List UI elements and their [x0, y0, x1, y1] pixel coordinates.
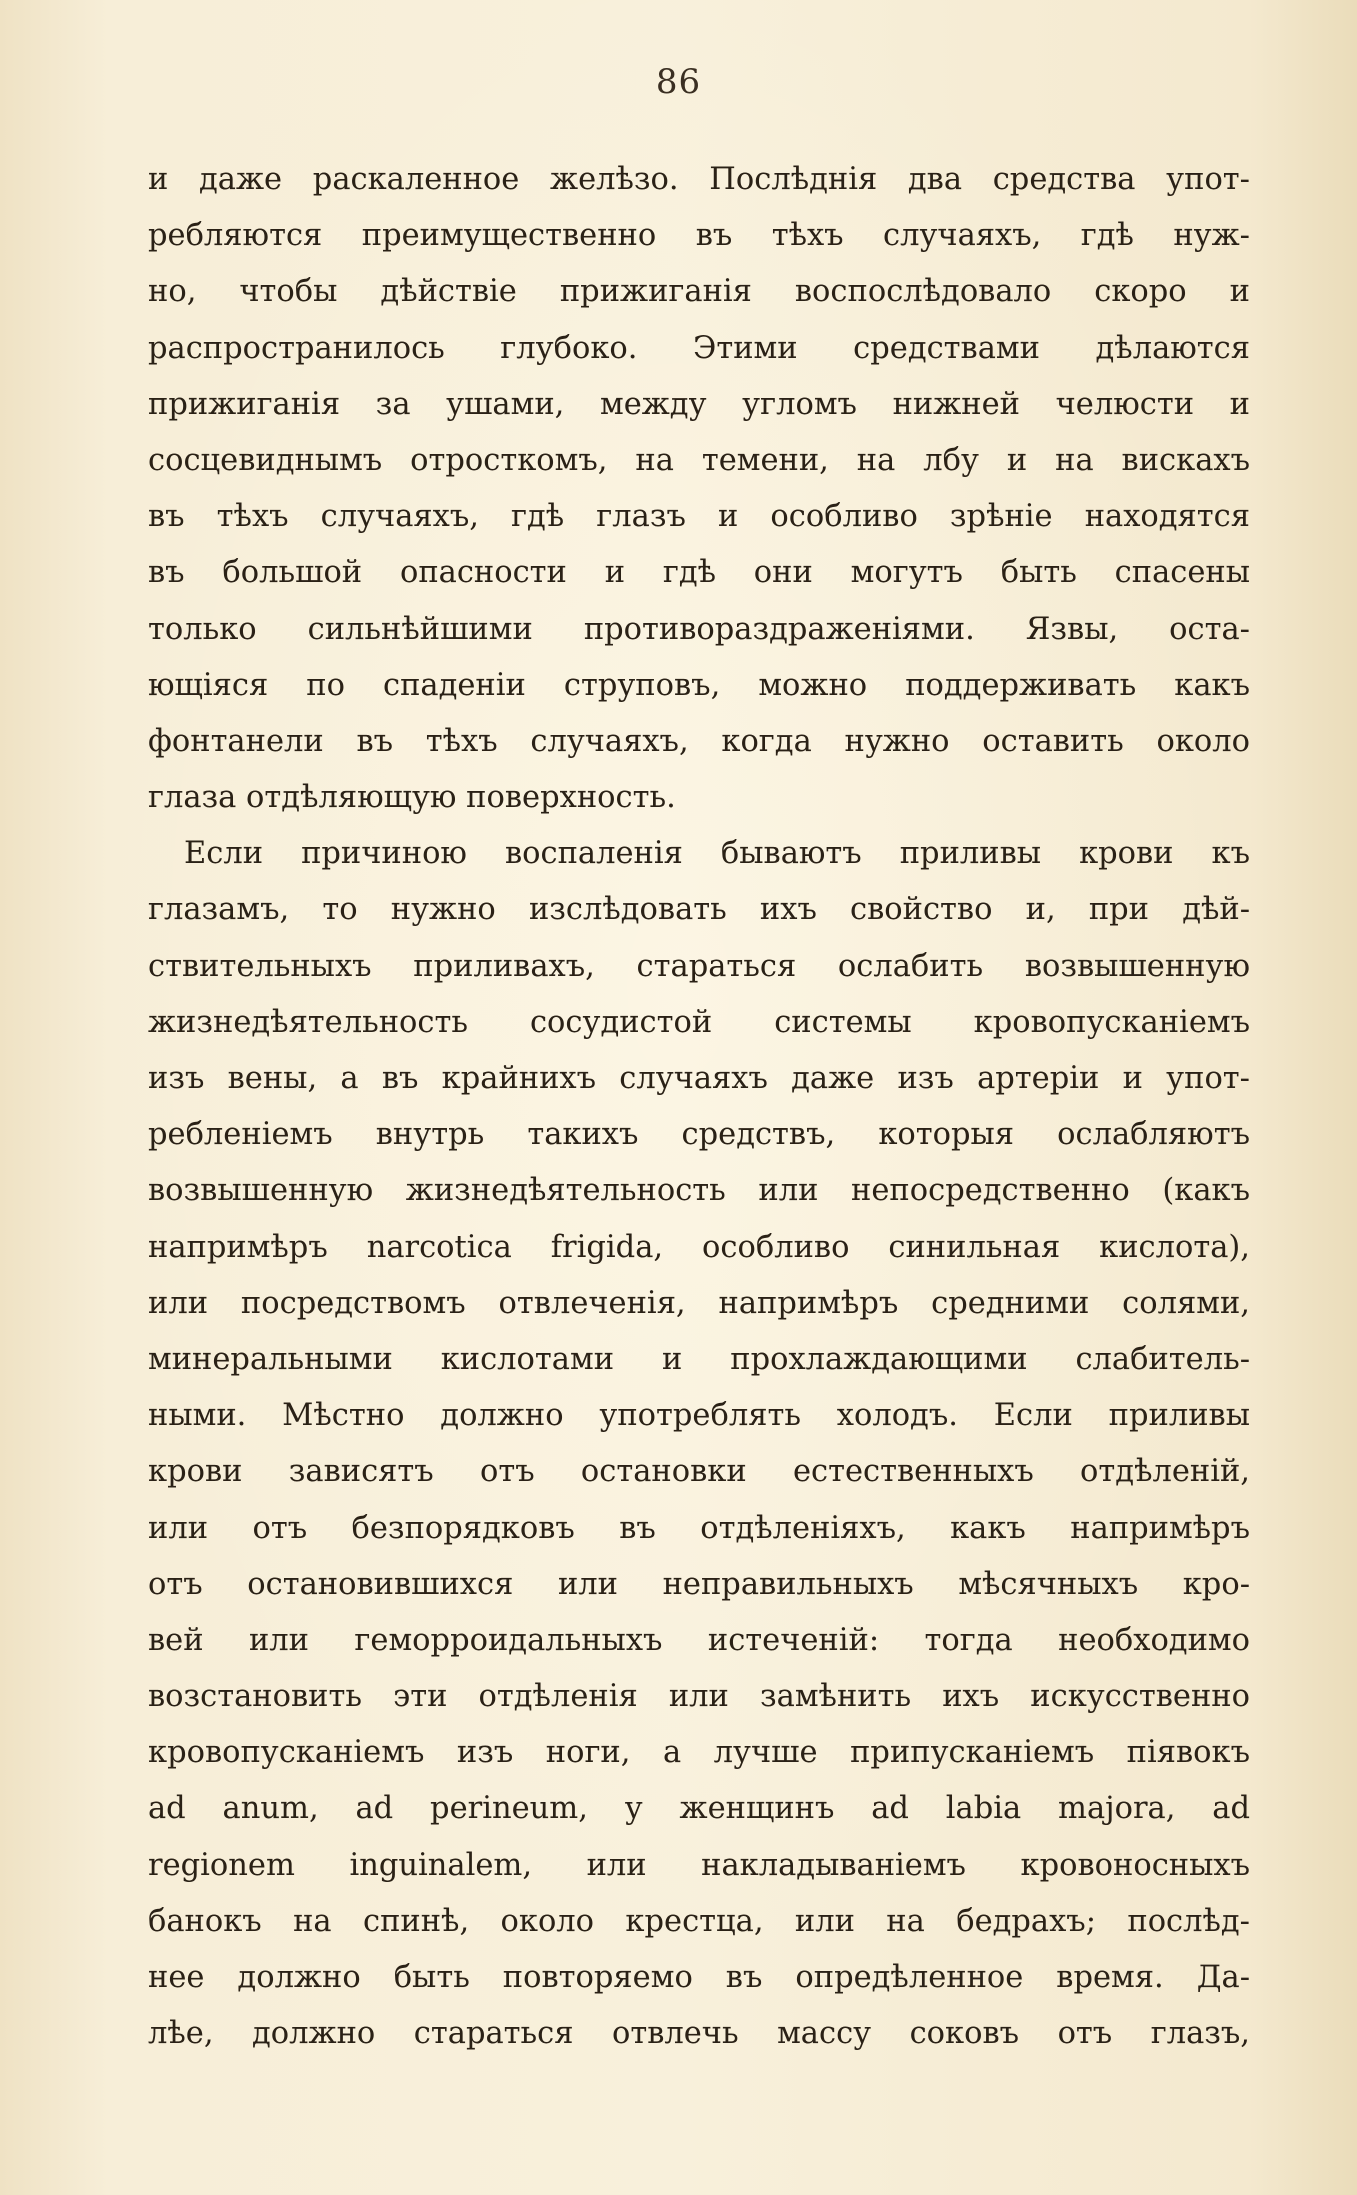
text-line: вей или геморроидальныхъ истеченій: тогда необходимо [148, 1622, 1250, 1658]
text-line: ствительныхъ приливахъ, стараться ослабить возвышенную [148, 948, 1250, 984]
text-line: ными. Мѣстно должно употреблять холодъ. Если приливы [148, 1398, 1250, 1434]
text-line: только сильнѣйшими противораздраженіями. Язвы, оста- [148, 611, 1250, 647]
text-line: лѣе, должно стараться отвлечь массу соковъ отъ глазъ, [148, 2016, 1250, 2052]
text-line: ющіяся по спаденіи струповъ, можно поддерживать какъ [148, 667, 1250, 703]
text-line: или отъ безпорядковъ въ отдѣленіяхъ, какъ напримѣръ [148, 1510, 1250, 1546]
body-text [148, 152, 1250, 2062]
paragraph-end-line: глаза отдѣляющую поверхность. [148, 780, 676, 816]
paragraph-start-line: Если причиною воспаленія бываютъ приливы крови къ [184, 836, 1250, 872]
text-line: минеральными кислотами и прохлаждающими слабитель- [148, 1341, 1250, 1377]
text-line: крови зависятъ отъ остановки естественныхъ отдѣленій, [148, 1454, 1250, 1490]
text-line: фонтанели въ тѣхъ случаяхъ, когда нужно оставить около [148, 723, 1250, 759]
text-line: жизнедѣятельность сосудистой системы кровопусканіемъ [148, 1004, 1250, 1040]
text-line: кровопусканіемъ изъ ноги, а лучше припусканіемъ піявокъ [148, 1735, 1250, 1771]
text-line: и даже раскаленное желѣзо. Послѣднія два средства упот- [148, 162, 1250, 197]
text-line: ребленіемъ внутрь такихъ средствъ, которыя ослабляютъ [148, 1117, 1250, 1153]
text-line: или посредствомъ отвлеченія, напримѣръ средними солями, [148, 1285, 1250, 1321]
text-line: сосцевиднымъ отросткомъ, на темени, на лбу и на вискахъ [148, 442, 1250, 478]
text-line: ad anum, ad perineum, у женщинъ ad labia majora, ad [148, 1791, 1250, 1827]
text-line: возстановить эти отдѣленія или замѣнить ихъ искусственно [148, 1679, 1250, 1715]
text-line: глазамъ, то нужно изслѣдовать ихъ свойство и, при дѣй- [148, 892, 1250, 928]
text-line: изъ вены, а въ крайнихъ случаяхъ даже изъ артеріи и упот- [148, 1061, 1250, 1096]
page-number: 86 [655, 62, 702, 102]
text-line: regionem inguinalem, или накладываніемъ кровоносныхъ [148, 1847, 1250, 1883]
text-line: нее должно быть повторяемо въ опредѣленное время. Да- [148, 1960, 1250, 1995]
text-line: ребляются преимущественно въ тѣхъ случаяхъ, гдѣ нуж- [148, 218, 1250, 254]
text-line: прижиганія за ушами, между угломъ нижней челюсти и [148, 386, 1250, 422]
text-line: въ тѣхъ случаяхъ, гдѣ глазъ и особливо зрѣніе находятся [148, 499, 1250, 535]
text-line: возвышенную жизнедѣятельность или непосредственно (какъ [148, 1173, 1250, 1209]
text-line: распространилось глубоко. Этими средствами дѣлаются [148, 330, 1250, 366]
text-line: напримѣръ narcotica frigida, особливо синильная кислота), [148, 1229, 1250, 1265]
text-line: но, чтобы дѣйствіе прижиганія воспослѣдовало скоро и [148, 274, 1250, 310]
text-line: банокъ на спинѣ, около крестца, или на бедрахъ; послѣд- [148, 1903, 1250, 1939]
text-line: въ большой опасности и гдѣ они могутъ быть спасены [148, 555, 1250, 591]
text-line: отъ остановившихся или неправильныхъ мѣсячныхъ кро- [148, 1566, 1250, 1602]
